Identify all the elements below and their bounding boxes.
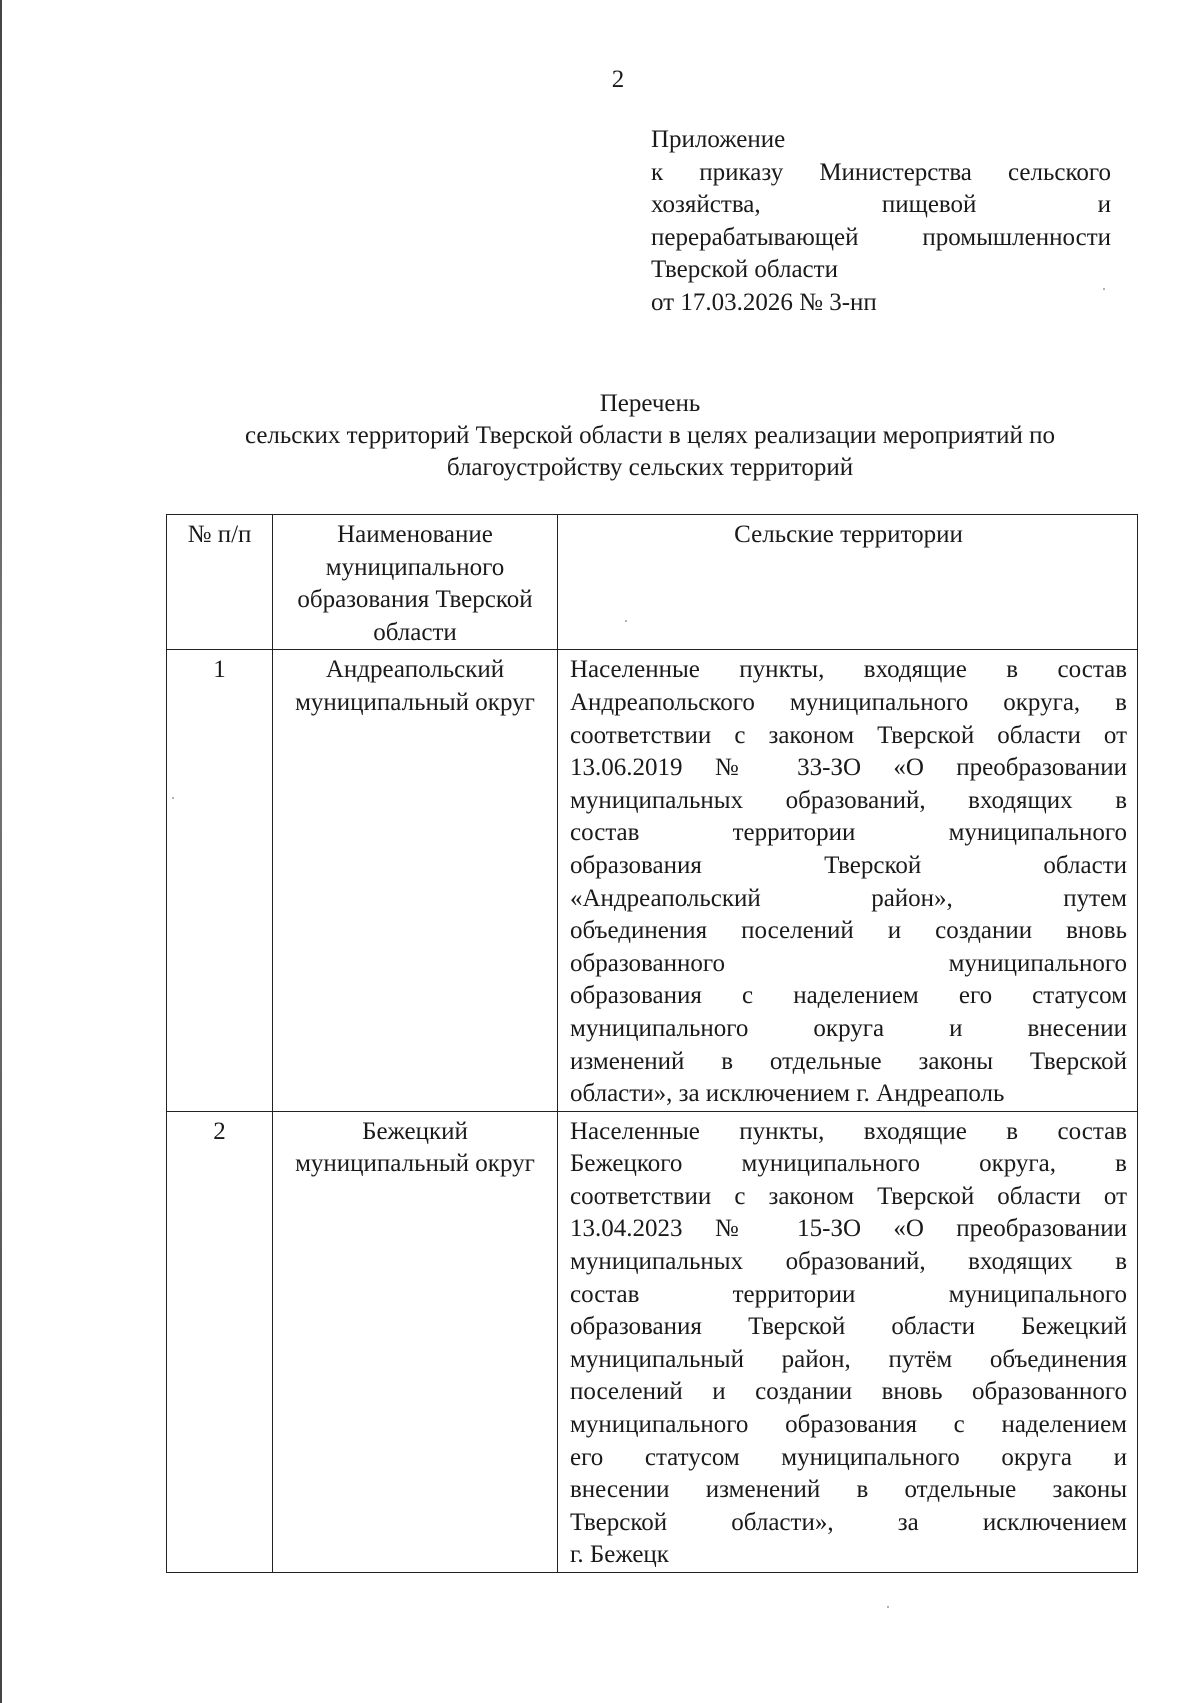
heading-subtitle: сельских территорий Тверской области в целях реализации мероприятий по — [244, 422, 1056, 449]
territories-line: соответствии с законом Тверской области от — [570, 1182, 1127, 1210]
scan-edge — [0, 0, 2, 1703]
territories-line: образования с наделением его статусом — [570, 982, 1127, 1010]
territories-line: образования Тверской области Бежецкий — [570, 1313, 1127, 1341]
appendix-line: хозяйства, пищевой и — [651, 191, 1111, 218]
scan-speck — [887, 1606, 889, 1608]
row-territories — [558, 650, 1138, 1111]
row-territories — [558, 1111, 1138, 1572]
territories-line: области», за исключением г. Андреаполь — [570, 1080, 1005, 1108]
territories-line: муниципальных образований, входящих в — [570, 786, 1127, 814]
appendix-line: к приказу Министерства сельского — [651, 158, 1111, 186]
row-number: 2 — [167, 1111, 273, 1572]
appendix-line: перерабатывающей промышленности — [651, 223, 1111, 251]
table-header-row — [167, 515, 1138, 650]
territories-line: его статусом муниципального округа и — [570, 1443, 1127, 1471]
territories-line: внесении изменений в отдельные законы — [570, 1476, 1127, 1504]
territories-line: муниципального округа и внесении — [570, 1014, 1127, 1042]
scan-speck — [625, 620, 627, 622]
header-number: № п/п — [167, 515, 273, 650]
header-municipality: Наименование муниципального образования Тверской области — [273, 515, 558, 650]
territories-line: «Андреапольский район», путем — [570, 884, 1127, 912]
appendix-title: Приложение — [651, 126, 786, 153]
territories-line: Населенные пункты, входящие в состав — [570, 1117, 1127, 1145]
territories-line: Тверской области», за исключением — [570, 1508, 1127, 1536]
scan-speck — [1103, 288, 1105, 290]
territories-line: Бежецкого муниципального округа, в — [570, 1150, 1127, 1178]
scan-speck — [172, 797, 174, 799]
table-row — [167, 650, 1138, 1111]
page-number: 2 — [611, 66, 625, 93]
territories-line: изменений в отдельные законы Тверской — [570, 1047, 1127, 1075]
territories-line: Андреапольского муниципального округа, в — [570, 688, 1127, 716]
territories-line: состав территории муниципального — [570, 1280, 1127, 1308]
header-territories: Сельские территории — [558, 515, 1138, 650]
appendix-line: от 17.03.2026 № 3-нп — [651, 288, 877, 316]
heading-subtitle: благоустройству сельских территорий — [446, 454, 854, 481]
territories-line: поселений и создании вновь образованного — [570, 1378, 1127, 1406]
territories-line: 13.06.2019 № 33-ЗО «О преобразовании — [570, 754, 1127, 782]
row-municipality: Бежецкий муниципальный округ — [273, 1111, 558, 1572]
appendix-line: Тверской области — [651, 256, 838, 283]
territories-line: г. Бежецк — [570, 1541, 669, 1569]
table-row — [167, 1111, 1138, 1572]
territories-line: муниципальных образований, входящих в — [570, 1248, 1127, 1276]
territories-line: состав территории муниципального — [570, 819, 1127, 847]
row-number: 1 — [167, 650, 273, 1111]
territories-line: Населенные пункты, входящие в состав — [570, 656, 1127, 684]
territories-line: муниципального образования с наделением — [570, 1411, 1127, 1439]
territories-table — [166, 514, 1138, 1573]
document-heading — [150, 388, 1150, 484]
territories-line: образования Тверской области — [570, 851, 1127, 879]
territories-line: объединения поселений и создании вновь — [570, 917, 1127, 945]
row-municipality: Андреапольский муниципальный округ — [273, 650, 558, 1111]
heading-title: Перечень — [599, 390, 701, 417]
territories-line: соответствии с законом Тверской области от — [570, 721, 1127, 749]
appendix-block — [651, 124, 1111, 319]
territories-line: муниципальный район, путём объединения — [570, 1345, 1127, 1373]
territories-line: образованного муниципального — [570, 949, 1127, 977]
territories-line: 13.04.2023 № 15-ЗО «О преобразовании — [570, 1215, 1127, 1243]
